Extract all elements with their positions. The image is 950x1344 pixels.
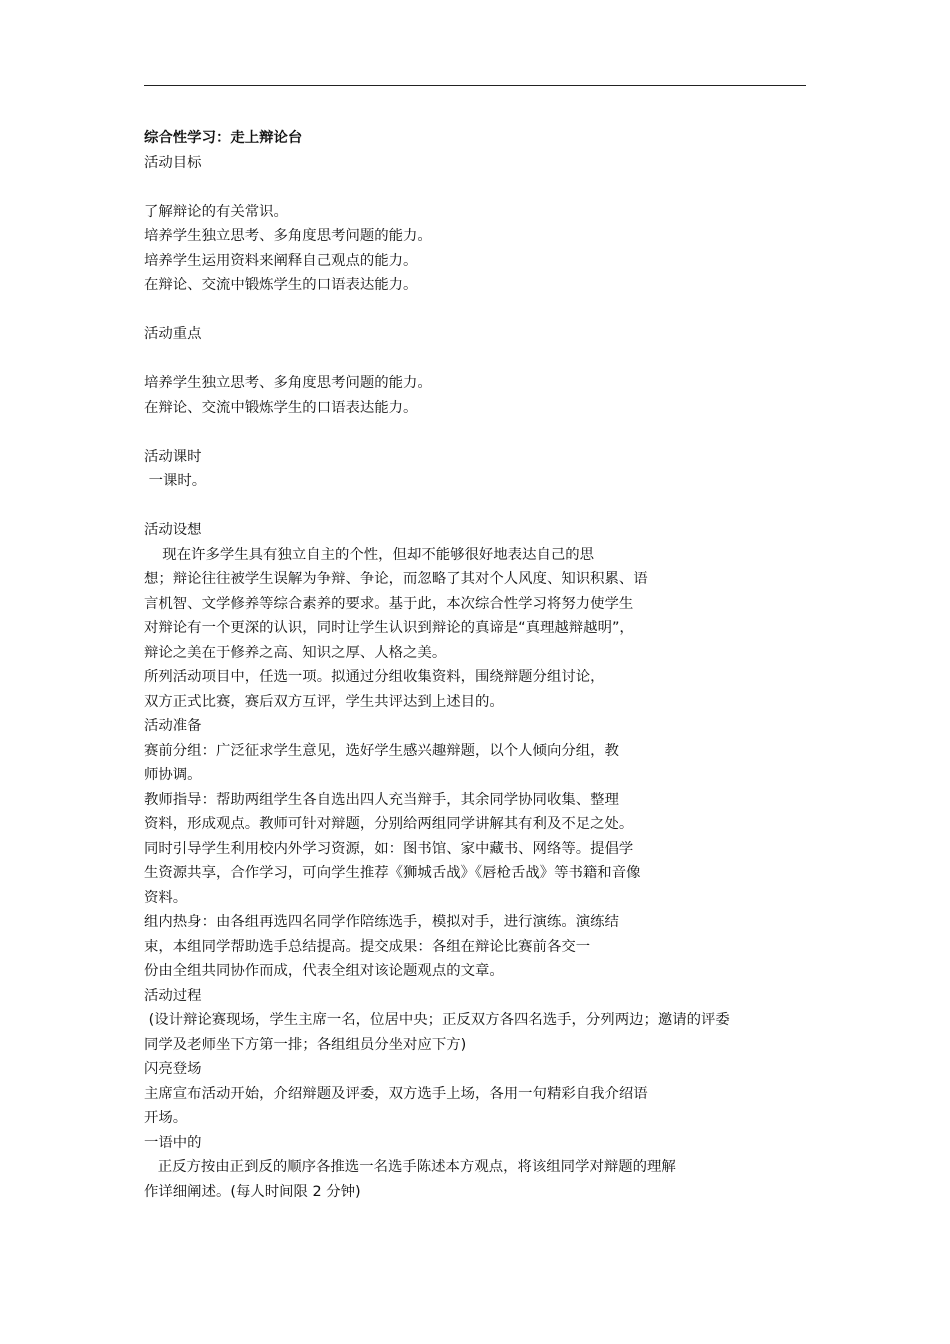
text-line: 一语中的 [144, 1134, 202, 1151]
header-rule [144, 85, 806, 86]
text-line: 一课时。 [144, 473, 207, 489]
text-line: 培养学生独立思考、多角度思考问题的能力。 [144, 375, 432, 391]
text-line: 正反方按由正到反的顺序各推选一名选手陈述本方观点，将该组同学对辩题的理解 [144, 1159, 676, 1175]
text-line: 现在许多学生具有独立自主的个性，但却不能够很好地表达自己的思 [144, 546, 595, 563]
text-line: 活动课时 [144, 448, 202, 465]
text-line: 活动过程 [144, 987, 202, 1004]
text-line: 所列活动项目中，任选一项。拟通过分组收集资料，围绕辩题分组讨论， [144, 669, 605, 685]
text-line: 在辩论、交流中锻炼学生的口语表达能力。 [144, 399, 418, 416]
text-line: 同时引导学生利用校内外学习资源，如：图书馆、家中藏书、网络等。提倡学 [144, 840, 634, 857]
text-line: 闪亮登场 [144, 1061, 202, 1077]
text-line: 活动目标 [144, 154, 202, 171]
text-line: 了解辩论的有关常识。 [144, 203, 288, 220]
text-line [144, 175, 814, 200]
text-line: 想；辩论往往被学生误解为争辩、争论，而忽略了其对个人风度、知识积累、语 [144, 571, 648, 587]
text-line: 开场。 [144, 1110, 188, 1126]
text-line: 培养学生运用资料来阐释自己观点的能力。 [144, 252, 418, 269]
text-line [144, 298, 814, 323]
text-line: 活动准备 [144, 718, 202, 734]
document-body [144, 126, 814, 1204]
text-line: 教师指导：帮助两组学生各自选出四人充当辩手，其余同学协同收集、整理 [144, 791, 619, 808]
text-line [144, 494, 814, 519]
text-line: 在辩论、交流中锻炼学生的口语表达能力。 [144, 277, 418, 293]
text-line: (设计辩论赛现场，学生主席一名，位居中央；正反双方各四名选手，分列两边；邀请的评委 [144, 1012, 730, 1028]
text-line: 言机智、文学修养等综合素养的要求。基于此，本次综合性学习将努力使学生 [144, 595, 634, 612]
text-line: 师协调。 [144, 767, 202, 783]
text-line: 同学及老师坐下方第一排；各组组员分坐对应下方) [144, 1036, 467, 1053]
text-line: 双方正式比赛，赛后双方互评，学生共评达到上述目的。 [144, 693, 504, 710]
text-line: 束，本组同学帮助选手总结提高。提交成果：各组在辩论比赛前各交一 [144, 938, 591, 955]
text-line: 活动重点 [144, 326, 202, 342]
text-line [144, 420, 814, 445]
text-line: 作详细阐述。(每人时间限 2 分钟) [144, 1183, 361, 1200]
text-line: 资料。 [144, 889, 188, 906]
text-line: 组内热身：由各组再选四名同学作陪练选手，模拟对手，进行演练。演练结 [144, 914, 619, 930]
text-line: 资料，形成观点。教师可针对辩题，分别给两组同学讲解其有利及不足之处。 [144, 816, 634, 832]
text-line: 生资源共享，合作学习，可向学生推荐《狮城舌战》《唇枪舌战》等书籍和音像 [144, 865, 641, 881]
text-line: 对辩论有一个更深的认识，同时让学生认识到辩论的真谛是“真理越辩越明”， [144, 620, 634, 636]
text-line [144, 347, 814, 372]
text-line: 活动设想 [144, 522, 202, 538]
text-line: 主席宣布活动开始，介绍辩题及评委，双方选手上场，各用一句精彩自我介绍语 [144, 1085, 648, 1102]
text-line: 份由全组共同协作而成，代表全组对该论题观点的文章。 [144, 963, 504, 979]
text-line: 培养学生独立思考、多角度思考问题的能力。 [144, 228, 432, 244]
text-line: 赛前分组：广泛征求学生意见，选好学生感兴趣辩题，以个人倾向分组，教 [144, 742, 619, 759]
text-line: 辩论之美在于修养之高、知识之厚、人格之美。 [144, 644, 447, 661]
document-title: 综合性学习：走上辩论台 [144, 130, 303, 146]
document-lines [144, 151, 814, 1205]
